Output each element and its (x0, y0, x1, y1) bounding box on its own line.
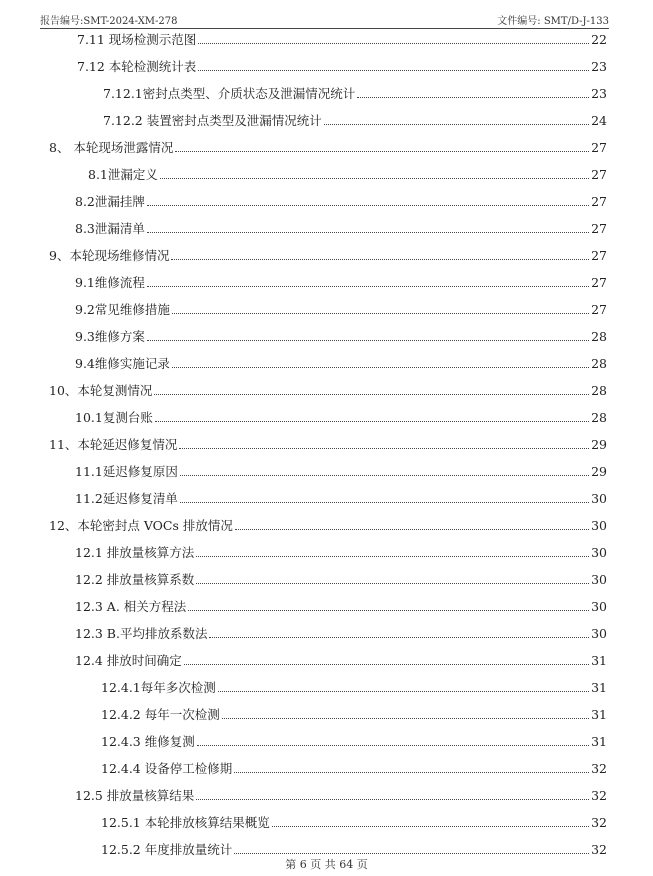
leader-dots (179, 448, 589, 449)
toc-title: 12、本轮密封点 VOCs 排放情况 (49, 518, 233, 533)
toc-page: 27 (591, 221, 607, 236)
toc-title: 8.1泄漏定义 (88, 167, 158, 182)
toc-page: 27 (591, 302, 607, 317)
leader-dots (154, 394, 589, 395)
leader-dots (172, 313, 589, 314)
leader-dots (218, 691, 589, 692)
toc-page: 24 (591, 113, 607, 128)
toc-title: 12.5.2 年度排放量统计 (101, 842, 233, 857)
toc-page: 27 (591, 140, 607, 155)
toc-entry[interactable] (75, 486, 607, 506)
toc-entry[interactable] (101, 756, 607, 776)
leader-dots (147, 340, 589, 341)
toc-entry[interactable] (75, 540, 607, 560)
toc-page: 22 (591, 32, 607, 47)
toc-page: 30 (591, 572, 607, 587)
toc-title: 7.12.1密封点类型、介质状态及泄漏情况统计 (103, 86, 356, 101)
toc-title: 7.11 现场检测示范图 (77, 32, 197, 47)
toc-page: 28 (591, 329, 607, 344)
leader-dots (234, 772, 589, 773)
toc-page: 28 (591, 383, 607, 398)
toc-title: 8、 本轮现场泄露情况 (49, 140, 174, 155)
toc-title: 11、本轮延迟修复情况 (49, 437, 178, 452)
leader-dots (209, 637, 589, 638)
leader-dots (222, 718, 589, 719)
leader-dots (147, 232, 589, 233)
leader-dots (197, 745, 589, 746)
toc-entry[interactable] (101, 810, 607, 830)
toc-title: 9.4维修实施记录 (75, 356, 170, 371)
toc-page: 29 (591, 437, 607, 452)
toc-entry[interactable] (77, 27, 607, 47)
leader-dots (147, 286, 589, 287)
toc-page: 31 (591, 734, 607, 749)
toc-entry[interactable] (101, 675, 607, 695)
toc-title: 8.3泄漏清单 (75, 221, 145, 236)
toc-title: 12.4.2 每年一次检测 (101, 707, 220, 722)
toc-entry[interactable] (75, 459, 607, 479)
toc-title: 12.4 排放时间确定 (75, 653, 182, 668)
toc-title: 9.3维修方案 (75, 329, 145, 344)
toc-title: 11.1延迟修复原因 (75, 464, 178, 479)
toc-entry[interactable] (49, 513, 607, 533)
leader-dots (324, 124, 589, 125)
toc-entry[interactable] (75, 351, 607, 371)
toc-title: 12.3 B.平均排放系数法 (75, 626, 208, 641)
leader-dots (175, 151, 589, 152)
toc-title: 12.5.1 本轮排放核算结果概览 (101, 815, 270, 830)
leader-dots (272, 826, 589, 827)
leader-dots (196, 556, 589, 557)
leader-dots (180, 475, 589, 476)
toc-title: 10.1复测台账 (75, 410, 153, 425)
page-footer: 第 6 页 共 64 页 (285, 858, 368, 871)
toc-page: 31 (591, 680, 607, 695)
toc-page: 32 (591, 788, 607, 803)
toc-title: 8.2泄漏挂牌 (75, 194, 145, 209)
toc-page: 32 (591, 761, 607, 776)
leader-dots (171, 259, 589, 260)
toc-entry[interactable] (75, 594, 607, 614)
toc-page: 28 (591, 410, 607, 425)
toc-entry[interactable] (103, 108, 607, 128)
leader-dots (234, 853, 589, 854)
toc-title: 10、本轮复测情况 (49, 383, 153, 398)
toc-title: 7.12.2 装置密封点类型及泄漏情况统计 (103, 113, 322, 128)
toc-entry[interactable] (101, 729, 607, 749)
toc-page: 23 (591, 59, 607, 74)
leader-dots (196, 799, 589, 800)
toc-title: 12.2 排放量核算系数 (75, 572, 195, 587)
toc-page: 27 (591, 167, 607, 182)
toc-entry[interactable] (103, 81, 607, 101)
toc-page: 30 (591, 518, 607, 533)
leader-dots (235, 529, 589, 530)
leader-dots (198, 43, 589, 44)
toc-entry[interactable] (77, 54, 607, 74)
toc-title: 12.1 排放量核算方法 (75, 545, 195, 560)
toc-entry[interactable] (49, 432, 607, 452)
toc-entry[interactable] (75, 297, 607, 317)
toc-title: 12.5 排放量核算结果 (75, 788, 195, 803)
toc-entry[interactable] (49, 378, 607, 398)
toc-title: 12.4.1每年多次检测 (101, 680, 216, 695)
toc-entry[interactable] (75, 405, 607, 425)
toc-page: 27 (591, 275, 607, 290)
leader-dots (180, 502, 589, 503)
toc-page: 32 (591, 815, 607, 830)
toc-page: 28 (591, 356, 607, 371)
toc-entry[interactable] (75, 270, 607, 290)
leader-dots (184, 664, 589, 665)
toc-entry[interactable] (101, 702, 607, 722)
toc-page: 30 (591, 545, 607, 560)
leader-dots (357, 97, 589, 98)
toc-page: 23 (591, 86, 607, 101)
toc-title: 7.12 本轮检测统计表 (77, 59, 197, 74)
toc-entry[interactable] (75, 783, 607, 803)
toc-entry[interactable] (75, 216, 607, 236)
toc-page: 32 (591, 842, 607, 857)
toc-title: 12.3 A. 相关方程法 (75, 599, 187, 614)
toc-page: 30 (591, 491, 607, 506)
toc-entry[interactable] (88, 162, 607, 182)
toc-title: 12.4.4 设备停工检修期 (101, 761, 233, 776)
toc-entry[interactable] (75, 567, 607, 587)
leader-dots (147, 205, 589, 206)
toc-page: 31 (591, 653, 607, 668)
toc-entry[interactable] (49, 243, 607, 263)
toc-page: 27 (591, 194, 607, 209)
leader-dots (160, 178, 589, 179)
toc-title: 9.2常见维修措施 (75, 302, 170, 317)
toc-page: 30 (591, 626, 607, 641)
toc-title: 9、本轮现场维修情况 (49, 248, 170, 263)
toc-title: 11.2延迟修复清单 (75, 491, 178, 506)
leader-dots (198, 70, 589, 71)
toc-page: 27 (591, 248, 607, 263)
toc-title: 12.4.3 维修复测 (101, 734, 195, 749)
toc-entry[interactable] (75, 324, 607, 344)
leader-dots (188, 610, 589, 611)
toc-entry[interactable] (75, 189, 607, 209)
toc-page: 31 (591, 707, 607, 722)
toc-entry[interactable] (75, 621, 607, 641)
toc-entry[interactable] (75, 648, 607, 668)
toc-page: 30 (591, 599, 607, 614)
toc-entry[interactable] (101, 837, 607, 857)
leader-dots (155, 421, 589, 422)
toc-title: 9.1维修流程 (75, 275, 145, 290)
leader-dots (196, 583, 589, 584)
file-number: 文件编号: SMT/D-J-133 (497, 16, 609, 27)
toc-page: 29 (591, 464, 607, 479)
toc-entry[interactable] (49, 135, 607, 155)
leader-dots (172, 367, 589, 368)
report-number: 报告编号:SMT-2024-XM-278 (40, 16, 178, 27)
